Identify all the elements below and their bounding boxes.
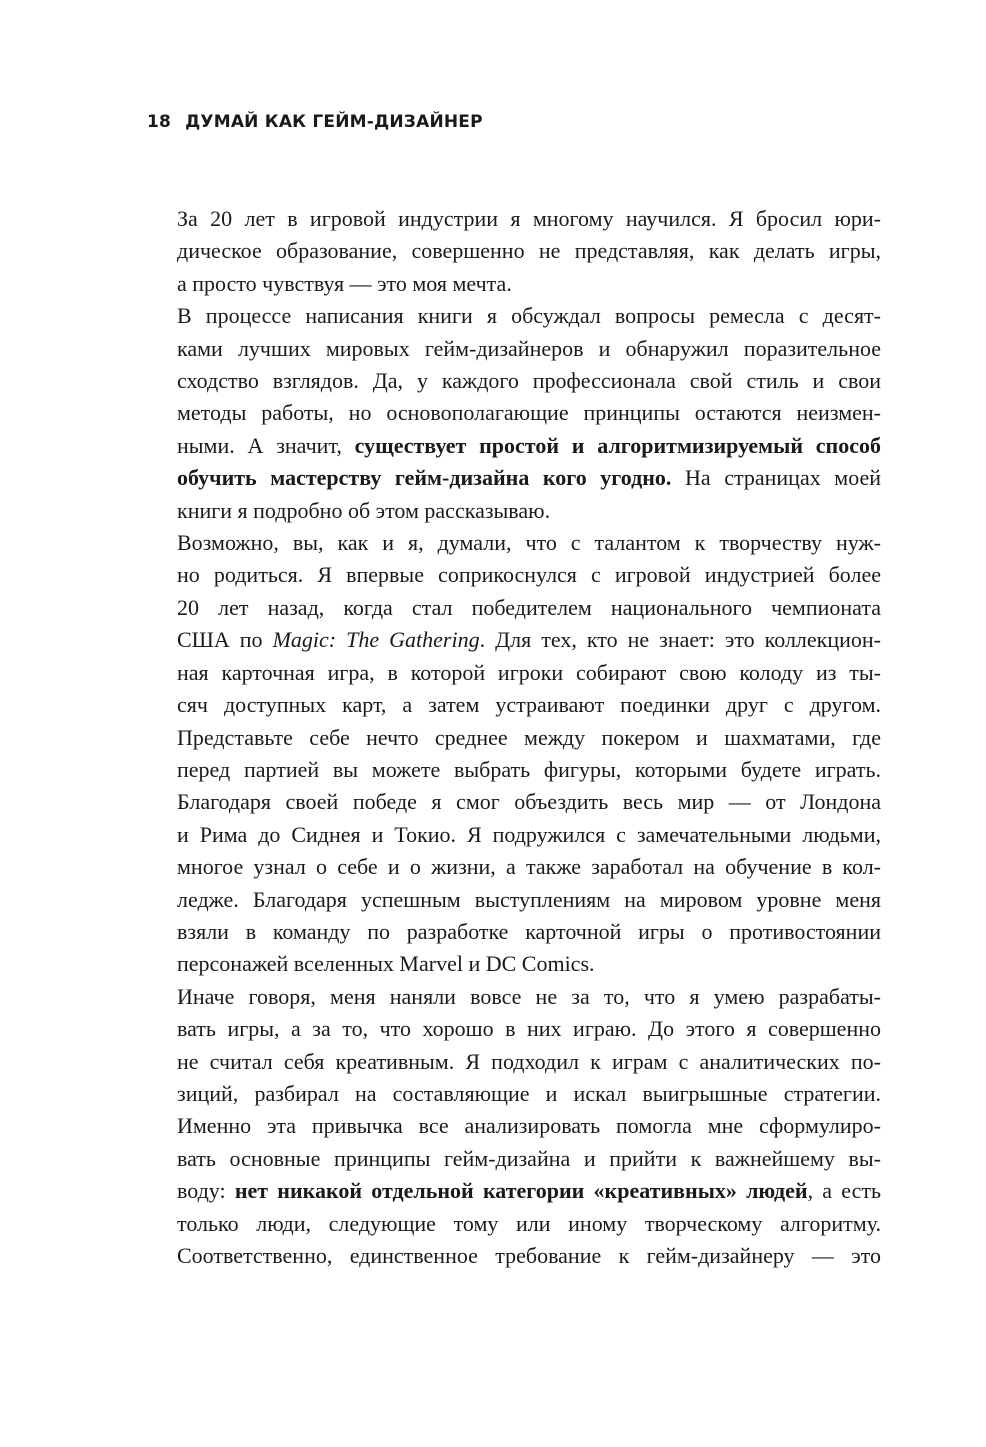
italic-text: Magic: The Gathering (272, 627, 480, 653)
text-run: ками лучших мировых гейм-дизайнеров и обнаружил поразительное (177, 335, 881, 361)
text-run: На страницах моей (671, 465, 881, 491)
text-run: В процессе написания книги я обсуждал вопросы ремесла с десят- (177, 303, 881, 329)
text-line (148, 527, 881, 559)
text-line (148, 1078, 881, 1110)
bold-text: нет никакой отдельной категории «креативных» людей (234, 1178, 808, 1204)
text-line (148, 851, 881, 883)
text-run: вать игры, а за то, что хорошо в них играю. До этого я совершенно (177, 1016, 881, 1042)
bold-text: существует простой и алгоритмизируемый способ (354, 432, 881, 458)
text-line (148, 657, 881, 689)
text-run: ная карточная игра, в которой игроки собирают свою колоду из ты- (177, 659, 881, 685)
text-run: только люди, следующие тому или иному творческому алгоритму. (177, 1210, 881, 1236)
text-run: Благодаря своей победе я смог объездить весь мир — от Лондона (177, 789, 881, 815)
text-line (148, 592, 881, 624)
text-line (148, 495, 881, 527)
text-line (148, 1046, 881, 1078)
text-run: взяли в команду по разработке карточной игры о противостоянии (177, 918, 881, 944)
text-line (148, 1143, 881, 1175)
book-title: ДУМАЙ КАК ГЕЙМ-ДИЗАЙНЕР (185, 112, 483, 132)
text-line (148, 884, 881, 916)
paragraph (148, 527, 881, 981)
text-run: За 20 лет в игровой индустрии я многому научился. Я бросил юри- (177, 206, 881, 231)
text-line (148, 1208, 881, 1240)
text-run: вать основные принципы гейм-дизайна и прийти к важнейшему вы- (177, 1145, 881, 1171)
text-line (148, 948, 881, 980)
text-line (148, 462, 881, 494)
text-run: , а есть (807, 1178, 881, 1204)
text-run: книги я подробно об этом рассказываю. (177, 497, 551, 523)
text-line (148, 397, 881, 429)
text-line (148, 786, 881, 818)
text-run: ными. А значит, (177, 432, 355, 458)
text-line (148, 1175, 881, 1207)
text-line (148, 235, 881, 267)
text-run: дическое образование, совершенно не представляя, как делать игры, (177, 238, 881, 264)
text-run: Представьте себе нечто среднее между покером и шахматами, где (177, 724, 881, 750)
text-line (148, 365, 881, 397)
text-line (148, 333, 881, 365)
text-line (148, 1240, 881, 1272)
text-line (148, 819, 881, 851)
text-run: 20 лет назад, когда стал победителем национального чемпионата (177, 594, 881, 620)
text-run: ледже. Благодаря успешным выступлениям на мировом уровне меня (177, 886, 881, 912)
text-run: . Для тех, кто не знает: это коллекцион- (479, 627, 882, 653)
text-line (148, 203, 881, 235)
text-run: персонажей вселенных Marvel и DC Comics. (177, 951, 595, 977)
text-line (148, 722, 881, 754)
text-run: перед партией вы можете выбрать фигуры, которыми будете играть. (177, 756, 881, 782)
text-run: Иначе говоря, меня наняли вовсе не за то, что я умею разрабаты- (177, 983, 881, 1009)
paragraph (148, 300, 881, 527)
text-line (148, 689, 881, 721)
text-run: а просто чувствуя — это моя мечта. (177, 270, 512, 296)
text-line (148, 981, 881, 1013)
paragraph (148, 203, 881, 300)
text-run: многое узнал о себе и о жизни, а также заработал на обучение в кол- (177, 854, 881, 880)
text-run: методы работы, но основополагающие принципы остаются неизмен- (177, 400, 881, 426)
text-line (148, 1013, 881, 1045)
text-line (148, 430, 881, 462)
text-line (148, 624, 881, 656)
text-run: но родиться. Я впервые соприкоснулся с игровой индустрией более (177, 562, 881, 588)
text-line (148, 300, 881, 332)
body-text (148, 203, 881, 1272)
text-run: США по (177, 627, 273, 653)
text-line (148, 916, 881, 948)
bold-text: обучить мастерству гейм-дизайна кого угодно. (177, 465, 672, 491)
text-line (148, 559, 881, 591)
running-head (147, 112, 483, 132)
text-run: воду: (177, 1178, 235, 1204)
text-line (148, 268, 881, 300)
text-line (148, 754, 881, 786)
text-run: Именно эта привычка все анализировать помогла мне сформулиро- (177, 1113, 881, 1139)
page-number: 18 (147, 112, 172, 132)
text-run: Возможно, вы, как и я, думали, что с талантом к творчеству нуж- (177, 530, 881, 556)
text-run: сяч доступных карт, а затем устраивают поединки друг с другом. (177, 692, 881, 718)
text-run: Соответственно, единственное требование к гейм-дизайнеру — это (177, 1243, 881, 1268)
paragraph (148, 981, 881, 1273)
text-run: не считал себя креативным. Я подходил к играм с аналитических по- (177, 1048, 881, 1074)
text-run: сходство взглядов. Да, у каждого профессионала свой стиль и свои (177, 368, 881, 394)
text-run: зиций, разбирал на составляющие и искал выигрышные стратегии. (177, 1080, 881, 1106)
text-line (148, 1110, 881, 1142)
text-run: и Рима до Сиднея и Токио. Я подружился с замечательными людьми, (177, 821, 881, 847)
